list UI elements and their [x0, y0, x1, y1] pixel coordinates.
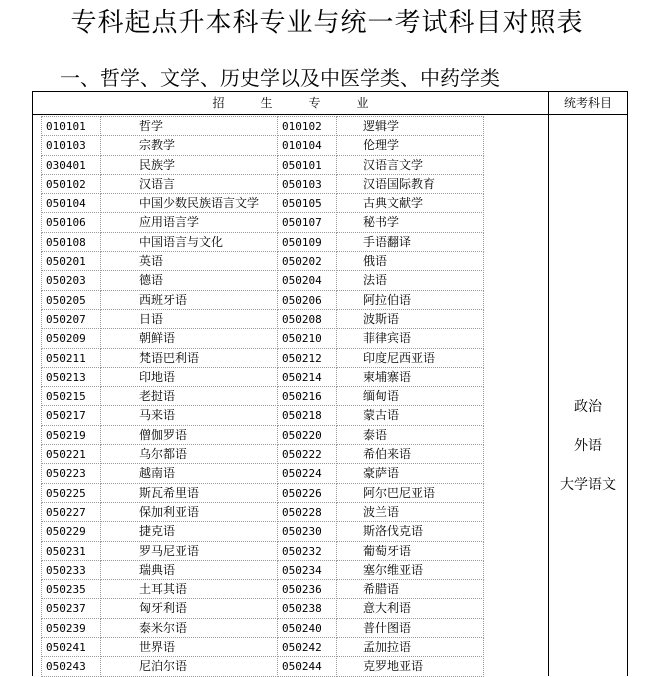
major-name: 希腊语: [336, 579, 484, 599]
major-code: 050239: [41, 618, 101, 638]
major-name: 越南语: [100, 463, 278, 483]
major-code: 050228: [277, 502, 337, 522]
major-name: 印度尼西亚语: [336, 348, 484, 368]
major-name: 阿尔巴尼亚语: [336, 483, 484, 503]
major-name: 希伯来语: [336, 444, 484, 464]
major-code: 050231: [41, 541, 101, 561]
major-code: 050107: [277, 212, 337, 232]
major-name: 马来语: [100, 405, 278, 425]
major-code: 050240: [277, 618, 337, 638]
major-name: 蒙古语: [336, 405, 484, 425]
major-name: 中国语言与文化: [100, 232, 278, 252]
comparison-table: [32, 91, 628, 676]
table-row: [41, 444, 491, 463]
subject-foreign-language: 外语: [574, 438, 602, 454]
major-name: 尼泊尔语: [100, 656, 278, 676]
major-name: 缅甸语: [336, 386, 484, 406]
table-row: [41, 386, 491, 405]
major-code: 050229: [41, 521, 101, 541]
table-row: [41, 579, 491, 598]
major-code: 050241: [41, 637, 101, 657]
major-code: 050223: [41, 463, 101, 483]
major-name: 普什图语: [336, 618, 484, 638]
major-code: 050225: [41, 483, 101, 503]
major-name: 老挝语: [100, 386, 278, 406]
table-row: [41, 251, 491, 270]
table-row: [41, 290, 491, 309]
table-header: [33, 92, 627, 115]
major-code: 050108: [41, 232, 101, 252]
major-name: 汉语国际教育: [336, 174, 484, 194]
major-code: 050206: [277, 290, 337, 310]
major-code: 050109: [277, 232, 337, 252]
major-code: 010102: [277, 116, 337, 136]
major-code: 050209: [41, 328, 101, 348]
table-row: [41, 328, 491, 347]
major-name: 斯洛伐克语: [336, 521, 484, 541]
majors-grid: [41, 116, 491, 676]
exam-subjects: [549, 397, 627, 514]
table-row: [41, 405, 491, 424]
major-name: 中国少数民族语言文学: [100, 193, 278, 213]
major-code: 050204: [277, 270, 337, 290]
major-code: 050232: [277, 541, 337, 561]
major-name: 伦理学: [336, 135, 484, 155]
major-code: 050207: [41, 309, 101, 329]
major-name: 捷克语: [100, 521, 278, 541]
major-code: 050220: [277, 425, 337, 445]
major-code: 050205: [41, 290, 101, 310]
table-row: [41, 656, 491, 675]
major-name: 葡萄牙语: [336, 541, 484, 561]
major-name: 逻辑学: [336, 116, 484, 136]
major-name: 印地语: [100, 367, 278, 387]
table-row: [41, 560, 491, 579]
subject-politics: 政治: [574, 399, 602, 415]
major-name: 世界语: [100, 637, 278, 657]
subject-college-chinese: 大学语文: [560, 477, 616, 493]
major-name: 俄语: [336, 251, 484, 271]
column-divider: [548, 114, 549, 676]
major-code: 050226: [277, 483, 337, 503]
major-code: 050202: [277, 251, 337, 271]
header-subjects: 统考科目: [563, 96, 612, 110]
major-code: 050201: [41, 251, 101, 271]
table-row: [41, 425, 491, 444]
major-name: 孟加拉语: [336, 637, 484, 657]
major-name: 哲学: [100, 116, 278, 136]
major-code: 050208: [277, 309, 337, 329]
table-row: [41, 502, 491, 521]
major-code: 050211: [41, 348, 101, 368]
major-code: 050227: [41, 502, 101, 522]
major-name: 汉语言文学: [336, 155, 484, 175]
major-name: 土耳其语: [100, 579, 278, 599]
major-code: 050212: [277, 348, 337, 368]
major-code: 050236: [277, 579, 337, 599]
major-code: 050213: [41, 367, 101, 387]
major-name: 应用语言学: [100, 212, 278, 232]
table-row: [41, 348, 491, 367]
major-code: 050217: [41, 405, 101, 425]
major-name: 汉语言: [100, 174, 278, 194]
major-name: 手语翻译: [336, 232, 484, 252]
major-name: 瑞典语: [100, 560, 278, 580]
table-row: [41, 270, 491, 289]
table-row: [41, 135, 491, 154]
major-name: 波兰语: [336, 502, 484, 522]
major-name: 斯瓦希里语: [100, 483, 278, 503]
major-code: 050244: [277, 656, 337, 676]
major-name: 罗马尼亚语: [100, 541, 278, 561]
major-code: 050237: [41, 598, 101, 618]
major-name: 泰语: [336, 425, 484, 445]
table-row: [41, 618, 491, 637]
major-name: 波斯语: [336, 309, 484, 329]
section-heading: 一、哲学、文学、历史学以及中医学类、中药学类: [60, 66, 500, 90]
major-code: 050101: [277, 155, 337, 175]
table-row: [41, 637, 491, 656]
table-row: [41, 598, 491, 617]
major-code: 050243: [41, 656, 101, 676]
table-row: [41, 483, 491, 502]
major-code: 050219: [41, 425, 101, 445]
major-code: 010103: [41, 135, 101, 155]
major-code: 050222: [277, 444, 337, 464]
major-code: 050210: [277, 328, 337, 348]
major-code: 030401: [41, 155, 101, 175]
major-name: 菲律宾语: [336, 328, 484, 348]
table-row: [41, 174, 491, 193]
major-code: 050215: [41, 386, 101, 406]
major-name: 保加利亚语: [100, 502, 278, 522]
major-name: 僧伽罗语: [100, 425, 278, 445]
table-row: [41, 521, 491, 540]
major-code: 050221: [41, 444, 101, 464]
major-name: 民族学: [100, 155, 278, 175]
major-name: 豪萨语: [336, 463, 484, 483]
major-code: 050214: [277, 367, 337, 387]
major-name: 柬埔寨语: [336, 367, 484, 387]
major-name: 西班牙语: [100, 290, 278, 310]
header-majors: 招生专业: [33, 92, 549, 114]
table-row: [41, 309, 491, 328]
table-row: [41, 232, 491, 251]
major-code: 010104: [277, 135, 337, 155]
major-code: 050106: [41, 212, 101, 232]
table-row: [41, 367, 491, 386]
major-code: 050216: [277, 386, 337, 406]
major-code: 050234: [277, 560, 337, 580]
major-code: 050218: [277, 405, 337, 425]
major-code: 050104: [41, 193, 101, 213]
major-name: 乌尔都语: [100, 444, 278, 464]
major-code: 010101: [41, 116, 101, 136]
major-name: 匈牙利语: [100, 598, 278, 618]
major-name: 宗教学: [100, 135, 278, 155]
major-code: 050233: [41, 560, 101, 580]
major-code: 050224: [277, 463, 337, 483]
major-name: 法语: [336, 270, 484, 290]
major-name: 秘书学: [336, 212, 484, 232]
major-name: 克罗地亚语: [336, 656, 484, 676]
table-row: [41, 193, 491, 212]
major-code: 050242: [277, 637, 337, 657]
major-name: 泰米尔语: [100, 618, 278, 638]
major-name: 德语: [100, 270, 278, 290]
major-code: 050238: [277, 598, 337, 618]
major-name: 意大利语: [336, 598, 484, 618]
table-row: [41, 541, 491, 560]
major-name: 朝鲜语: [100, 328, 278, 348]
major-name: 古典文献学: [336, 193, 484, 213]
page-title: 专科起点升本科专业与统一考试科目对照表: [70, 8, 584, 38]
major-code: 050235: [41, 579, 101, 599]
major-code: 050105: [277, 193, 337, 213]
major-name: 英语: [100, 251, 278, 271]
table-row: [41, 155, 491, 174]
major-code: 050230: [277, 521, 337, 541]
table-row: [41, 212, 491, 231]
major-code: 050203: [41, 270, 101, 290]
table-row: [41, 116, 491, 135]
major-name: 阿拉伯语: [336, 290, 484, 310]
major-code: 050102: [41, 174, 101, 194]
major-name: 塞尔维亚语: [336, 560, 484, 580]
table-row: [41, 463, 491, 482]
major-name: 梵语巴利语: [100, 348, 278, 368]
major-name: 日语: [100, 309, 278, 329]
major-code: 050103: [277, 174, 337, 194]
